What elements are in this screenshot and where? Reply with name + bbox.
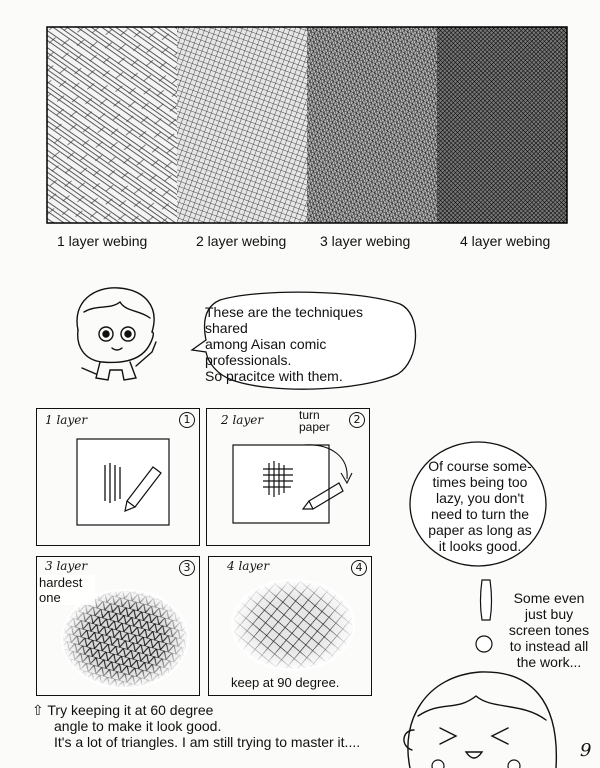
bubble-top-line-2: among Aisan comic professionals. — [205, 336, 327, 368]
bubble-right-line-4: need to turn the — [430, 506, 530, 522]
swatch-label-4: 4 layer webing — [460, 233, 551, 249]
page-number: 9 — [580, 740, 592, 761]
bubble-right-line-2: times being too — [432, 474, 528, 490]
side-note-line-5: the work... — [516, 654, 582, 670]
bottom-note-line-1 — [32, 702, 412, 718]
panel-4-note: keep at 90 degree. — [231, 675, 340, 690]
side-note-line-1: Some even — [513, 590, 585, 606]
panel-1 — [36, 408, 200, 546]
side-note-line-4: to instead all — [509, 638, 589, 654]
panel-1-title: 1 layer — [45, 413, 88, 427]
panel-2 — [206, 408, 370, 546]
panel-4-number: 4 — [351, 560, 367, 576]
swatch-2-layer — [177, 27, 307, 223]
bubble-right-line-6: it looks good. — [438, 538, 522, 554]
panel-2-title: 2 layer — [221, 413, 264, 427]
panel-4-drawing — [223, 575, 363, 675]
side-note-line-3: screen tones — [508, 622, 590, 638]
side-note-line-2: just buy — [524, 606, 574, 622]
swatch-4-layer — [437, 27, 567, 223]
bottom-note-line-3: It's a lot of triangles. I am still trying to master it.... — [54, 734, 361, 750]
side-note — [500, 590, 598, 670]
panel-4-title: 4 layer — [227, 559, 270, 573]
chibi-character-waving — [64, 282, 174, 392]
texture-swatch-strip — [46, 26, 568, 224]
panel-1-number: 1 — [179, 412, 195, 428]
panel-2-number: 2 — [349, 412, 365, 428]
bottom-note-line-2: angle to make it look good. — [54, 718, 222, 734]
arrow-up-icon: ⇧ — [32, 702, 44, 718]
swatch-3-layer — [307, 27, 437, 223]
bubble-top-line-1: These are the techniques shared — [205, 304, 363, 336]
bottom-note-text-1: Try keeping it at 60 degree — [47, 702, 214, 718]
panel-2-drawing — [231, 437, 367, 529]
chibi-character-squinting — [396, 660, 586, 768]
thought-bubble-right-text — [414, 458, 546, 554]
bubble-right-line-3: lazy, you don't — [435, 490, 525, 506]
swatch-label-2: 2 layer webing — [196, 233, 287, 249]
bubble-right-line-1: Of course some- — [428, 458, 532, 474]
panel-1-drawing — [75, 437, 175, 529]
panel-3-note: hardest one — [39, 575, 95, 605]
bottom-note — [32, 702, 412, 750]
panel-3-title: 3 layer — [45, 559, 88, 573]
bubble-top-line-3: So pracitce with them. — [205, 368, 343, 384]
panel-3-number: 3 — [179, 560, 195, 576]
swatch-label-1: 1 layer webing — [57, 233, 148, 249]
panel-2-note: turn paper — [299, 408, 330, 434]
speech-bubble-top-text — [205, 304, 405, 384]
panel-4 — [208, 556, 372, 696]
swatch-label-3: 3 layer webing — [320, 233, 411, 249]
panel-3 — [36, 556, 200, 696]
bubble-right-line-5: paper as long as — [428, 522, 532, 538]
